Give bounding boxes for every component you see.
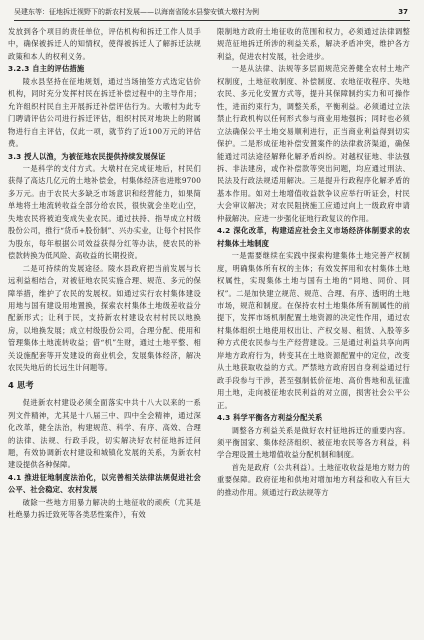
paragraph: 二是可持续的发展途径。陵水县政府把当前发展与长远利益相结合，对被征地农民实施合理、规范、多元的保障举措，维护了农民的发展权。如通过实行农村集体建设用地与国有建设用地置换，探索农村集体土地级差收益分配新形式；让利于民，支持新农村建设农村村民以地换房，以地换发展；成立村级股份公司，合理分配、使用和管理集体土地流转收益；借“机”生财，通过土地平整、相关设施配套等开发建设的商业机会，发展集体经济，解决农民失地后的长远生计问题等。 xyxy=(8,263,201,373)
running-title: 吴建东等：征地拆迁视野下的新农村发展——以海南省陵水县黎安镇大墩村为例 xyxy=(14,8,259,16)
section-heading-4-2: 4.2 深化改革，构建适应社会主义市场经济体制要求的农村集体土地制度 xyxy=(217,226,410,248)
paragraph: 一是科学的支付方式。大墩村在完成征地后，村民们获得了高达几亿元的土地补偿金，村集体经济也进账9700多万元。由于农民大多缺乏市场意识和经营能力，如果简单地将土地流转收益全部分给农民，很快就会坐吃山空，失地农民将被迫变成失业农民。通过扶持、指导成立村级股份公司，推行“货币+股份制”、兴办实业，让每个村民作为股东，每年根据公司效益获得分红等办法，使农民的补偿款转换为低风险、高收益的长期投资。 xyxy=(8,163,201,261)
paragraph: 一是需要继续在实践中探索构建集体土地完善产权制度，明确集体所有权的主体；有效发挥用和农村集体土地权属性，实现集体土地与国有土地的“同地、同价、同权”。二是加快建立规范、规范、合理、有序、透明的土地市场，规范和制度。在保持农村土地集体所有制属性的前提下，发挥市场机制配置土地资源的决定性作用，通过农村集体组织土地使用权出让、产权交易、租赁、入股等多种方式使农民参与生产经营建设。三是通过利益共享向两岸地方政府行为，转变其在土地资源配置中的定位，改变从土地获取收益的方式。严禁地方政府因自身利益通过行政手段参与干涉，甚至强制低价征地、高价售地和乱征滥用土地，走向被征地农民利益的对立面，损害社会公平公正。 xyxy=(217,251,410,410)
left-column xyxy=(8,26,201,638)
section-heading-3-2-3: 3.2.3 自主的评估措施 xyxy=(8,64,85,74)
paragraph: 促进新农村建设必须全面落实中共十八大以来的一系列文件精神，尤其是十八届三中、四中全会精神，通过深化改革，健全法治，构建规范、科学、有序、高效、合理的法律、法规、行政手段，切实解决好农村征地拆迁问题，有效协调新农村建设和城镇化发展的关系，为新农村建设提供各种保障。 xyxy=(8,398,201,470)
section-heading-4: 4 思考 xyxy=(8,379,34,390)
paragraph: 发放到各个项目的责任单位，评估机构和拆迁工作人员手中，确保被拆迁人的知情权，使得被拆迁人了解拆迁法规政策和本人的权利义务。 xyxy=(8,27,201,61)
paragraph: 一是从法律、法规等多层面规范完善健全农村土地产权制度，土地征收制度、补偿制度、农地征收程序、失地农民、多元化安置方式等，提升其保障制约实力和可操作性，进而约束行为，调整关系，平衡利益。必须通过立法禁止行政机构以任何形式参与商业用地强拆；同时也必须立法确保公平土地交易顺利进行，正当商业利益得到切实保护。二是形成征地补偿安置案件的法律救济渠道，确保能通过司法途径解释化解矛盾纠纷。对越权征地、非法强拆、非法建房，或作补偿款等突出问题，均应通过刑法、民法及行政法规适用解决。三是提升行政程序化解矛盾的基本作用。如对土地增值收益款争议应举行听证会，村民大会审议解决；对农民阻挠施工应通过向上一级政府申请仲裁解决。应进一步强化征地行政复议的作用。 xyxy=(217,64,410,223)
paragraph: 调整各方利益关系是做好农村征地拆迁的重要内容。须平衡国家、集体经济组织、被征地农民等各方利益，科学合理设置土地增值收益分配机制和制度。 xyxy=(217,425,410,460)
running-header xyxy=(14,6,410,21)
paragraph: 限制地方政府土地征收的范围和权力，必须通过法律调整规范征地拆迁所涉的利益关系，解决矛盾冲突，维护各方利益，促进农村发展，社会进步。 xyxy=(217,27,410,61)
paragraph: 首先是政府（公共利益）。土地征收收益是地方财力的重要保障。政府征地和供地对增加地方利益和收入有巨大的推动作用。须通过行政法规等方 xyxy=(217,462,410,497)
section-heading-4-1: 4.1 推进征地制度法治化，以完善相关法律法规促进社会公平、社会稳定、农村发展 xyxy=(8,472,201,495)
page-number: 37 xyxy=(398,8,408,16)
section-heading-3-3: 3.3 授人以渔，为被征地农民提供持续发展保证 xyxy=(8,151,166,161)
paragraph: 破除一些地方用暴力解决的土地征收的顽疾（尤其是杜绝暴力拆迁致死等各类恶性案件），有效 xyxy=(8,497,201,520)
right-column xyxy=(217,26,410,638)
paragraph: 陵水县坚持在征地规划，通过当场抽签方式选定估价机构，同时充分发挥村民在拆迁补偿过程中的主导作用；允许组织村民自主开展拆迁补偿评估行为。大墩村为此专门聘请评估公司进行拆迁评估，组织村民对地块上的附属物进行自主评估，仅此一项，就节约了近100万元的评估费。 xyxy=(8,76,201,149)
section-heading-4-3: 4.3 科学平衡各方利益分配关系 xyxy=(217,413,323,423)
